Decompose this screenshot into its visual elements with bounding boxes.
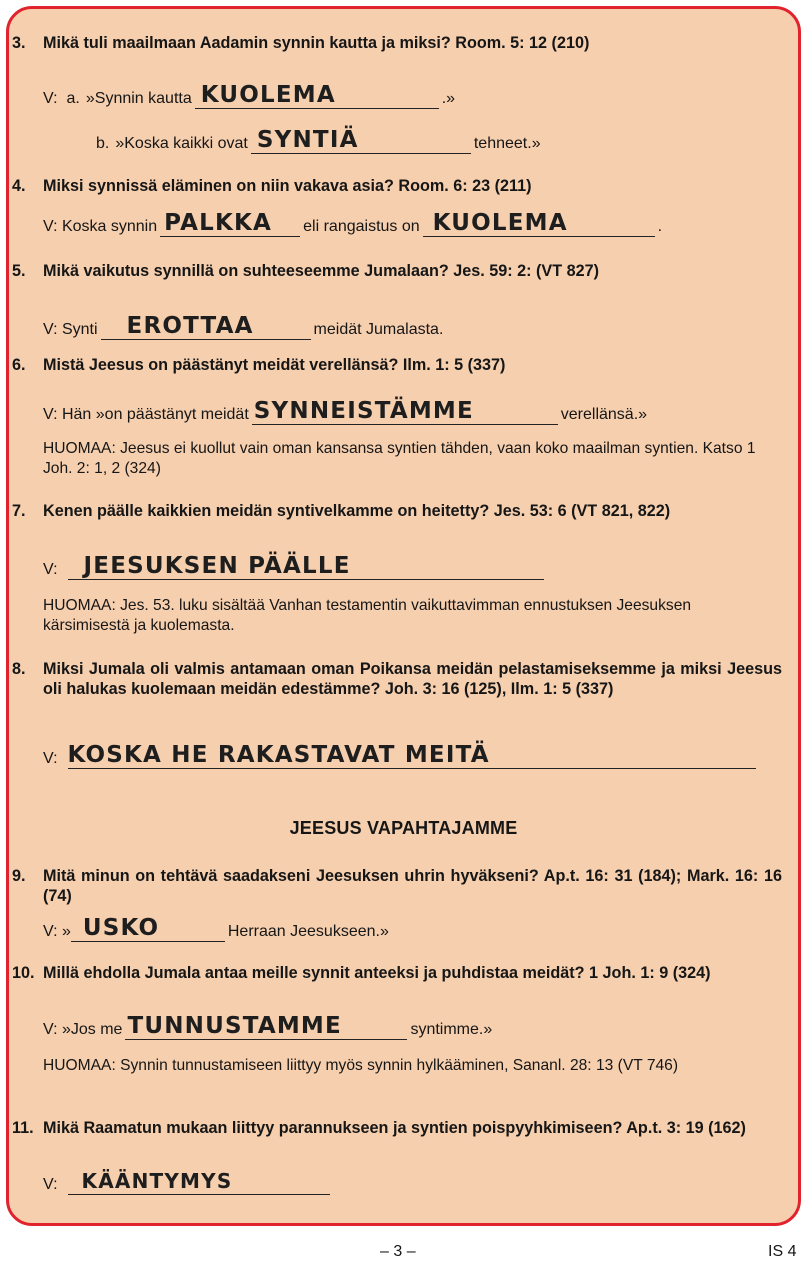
answer-blank[interactable] xyxy=(101,313,311,340)
answer-blank[interactable] xyxy=(68,1169,330,1195)
question-10 xyxy=(12,963,782,983)
question-11 xyxy=(12,1118,782,1138)
handwritten-answer: SYNTIÄ xyxy=(256,127,359,153)
question-7 xyxy=(12,501,782,521)
answer-blank[interactable] xyxy=(252,398,558,425)
question-number: 7. xyxy=(12,502,26,520)
question-6 xyxy=(12,355,782,375)
answer-blank[interactable] xyxy=(251,127,471,154)
answer-6 xyxy=(43,398,648,425)
answer-prefix: V: xyxy=(43,90,58,107)
note-7: HUOMAA: Jes. 53. luku sisältää Vanhan testamentin vaikuttavimman ennustuksen Jeesuksen kärsimisestä ja kuolemasta. xyxy=(43,597,692,634)
answer-text: »Koska kaikki ovat xyxy=(115,135,248,152)
answer-text: . xyxy=(657,218,663,235)
question-number: 4. xyxy=(12,177,26,195)
question-text: Miksi synnissä eläminen on niin vakava asia? Room. 6: 23 (211) xyxy=(43,177,532,195)
question-text: Mistä Jeesus on päästänyt meidät verellänsä? Ilm. 1: 5 (337) xyxy=(43,356,506,374)
handwritten-answer: PALKKA xyxy=(164,210,272,236)
question-number: 11. xyxy=(12,1119,34,1137)
question-5 xyxy=(12,261,782,281)
note-6: HUOMAA: Jeesus ei kuollut vain oman kansansa syntien tähden, vaan koko maailman syntien. Katso 1 Joh. 2: 1, 2 (324) xyxy=(43,440,756,477)
answer-4 xyxy=(43,210,663,237)
handwritten-answer: KUOLEMA xyxy=(200,82,336,108)
question-text: Mikä tuli maailmaan Aadamin synnin kautta ja miksi? Room. 5: 12 (210) xyxy=(43,34,590,52)
answer-3a xyxy=(43,82,456,109)
question-text: Mikä vaikutus synnillä on suhteeseemme Jumalaan? Jes. 59: 2: (VT 827) xyxy=(43,262,599,280)
handwritten-answer: KOSKA HE RAKASTAVAT MEITÄ xyxy=(67,742,490,768)
answer-text: V: Hän »on päästänyt meidät xyxy=(43,406,249,423)
question-text: Kenen päälle kaikkien meidän syntivelkamme on heitetty? Jes. 53: 6 (VT 821, 822) xyxy=(43,502,671,520)
question-text: Millä ehdolla Jumala antaa meille synnit anteeksi ja puhdistaa meidät? 1 Joh. 1: 9 (324) xyxy=(43,964,711,982)
handwritten-answer: KUOLEMA xyxy=(432,210,568,236)
answer-blank[interactable] xyxy=(68,553,544,580)
question-text: Mitä minun on tehtävä saadakseni Jeesuksen uhrin hyväkseni? Ap.t. 16: 31 (184); Mark. 16: 16 (74) xyxy=(43,867,782,905)
question-number: 3. xyxy=(12,34,26,52)
answer-3b xyxy=(96,127,541,154)
handwritten-answer: KÄÄNTYMYS xyxy=(81,1169,233,1193)
question-text: Mikä Raamatun mukaan liittyy parannukseen ja syntien poispyyhkimiseen? Ap.t. 3: 19 (162) xyxy=(43,1119,746,1137)
document-code: IS 4 xyxy=(768,1243,797,1260)
answer-text: V: xyxy=(43,561,58,578)
question-number: 6. xyxy=(12,356,26,374)
answer-text: verellänsä.» xyxy=(560,406,648,423)
answer-text: V: xyxy=(43,750,58,767)
answer-text: eli rangaistus on xyxy=(303,218,420,235)
answer-blank[interactable] xyxy=(67,742,756,769)
answer-8 xyxy=(43,742,759,769)
answer-label: a. xyxy=(66,90,80,107)
answer-blank[interactable] xyxy=(125,1013,407,1040)
question-9 xyxy=(12,866,782,906)
question-8 xyxy=(12,659,782,699)
answer-9 xyxy=(43,915,389,942)
answer-blank[interactable] xyxy=(423,210,655,237)
answer-11 xyxy=(43,1169,333,1195)
question-text: Miksi Jumala oli valmis antamaan oman Poikansa meidän pelastamiseksemme ja miksi Jeesus oli halukas kuolemaan meidän edestämme? Joh. 3: 16 (125), Ilm. 1: 5 (337) xyxy=(43,660,782,698)
note-10: HUOMAA: Synnin tunnustamiseen liittyy myös synnin hylkääminen, Sananl. 28: 13 (VT 746) xyxy=(43,1057,679,1074)
answer-blank[interactable] xyxy=(71,915,225,942)
question-3 xyxy=(12,33,782,53)
answer-text: syntimme.» xyxy=(410,1021,493,1038)
page-number: – 3 – xyxy=(380,1243,416,1260)
handwritten-answer: USKO xyxy=(82,915,160,941)
lesson-page xyxy=(6,6,801,1226)
answer-7 xyxy=(43,553,547,580)
answer-text: V: » xyxy=(43,923,71,940)
answer-text: V: Synti xyxy=(43,321,98,338)
answer-text: V: »Jos me xyxy=(43,1021,123,1038)
answer-text: .» xyxy=(441,90,456,107)
answer-text: V: xyxy=(43,1176,58,1193)
question-4 xyxy=(12,176,782,196)
question-number: 9. xyxy=(12,867,26,885)
question-number: 10. xyxy=(12,964,35,982)
answer-10 xyxy=(43,1013,493,1040)
answer-text: tehneet.» xyxy=(473,135,541,152)
section-title: JEESUS VAPAHTAJAMME xyxy=(289,818,518,838)
handwritten-answer: JEESUKSEN PÄÄLLE xyxy=(83,553,351,579)
answer-text: »Synnin kautta xyxy=(85,90,192,107)
question-number: 8. xyxy=(12,660,26,678)
answer-blank[interactable] xyxy=(195,82,439,109)
handwritten-answer: EROTTAA xyxy=(126,313,254,339)
answer-text: V: Koska synnin xyxy=(43,218,158,235)
answer-5 xyxy=(43,313,444,340)
answer-text: Herraan Jeesukseen.» xyxy=(227,923,389,940)
handwritten-answer: SYNNEISTÄMME xyxy=(253,398,474,424)
answer-label: b. xyxy=(96,135,110,152)
question-number: 5. xyxy=(12,262,26,280)
answer-text: meidät Jumalasta. xyxy=(313,321,444,338)
answer-blank[interactable] xyxy=(160,210,300,237)
handwritten-answer: TUNNUSTAMME xyxy=(127,1013,342,1039)
